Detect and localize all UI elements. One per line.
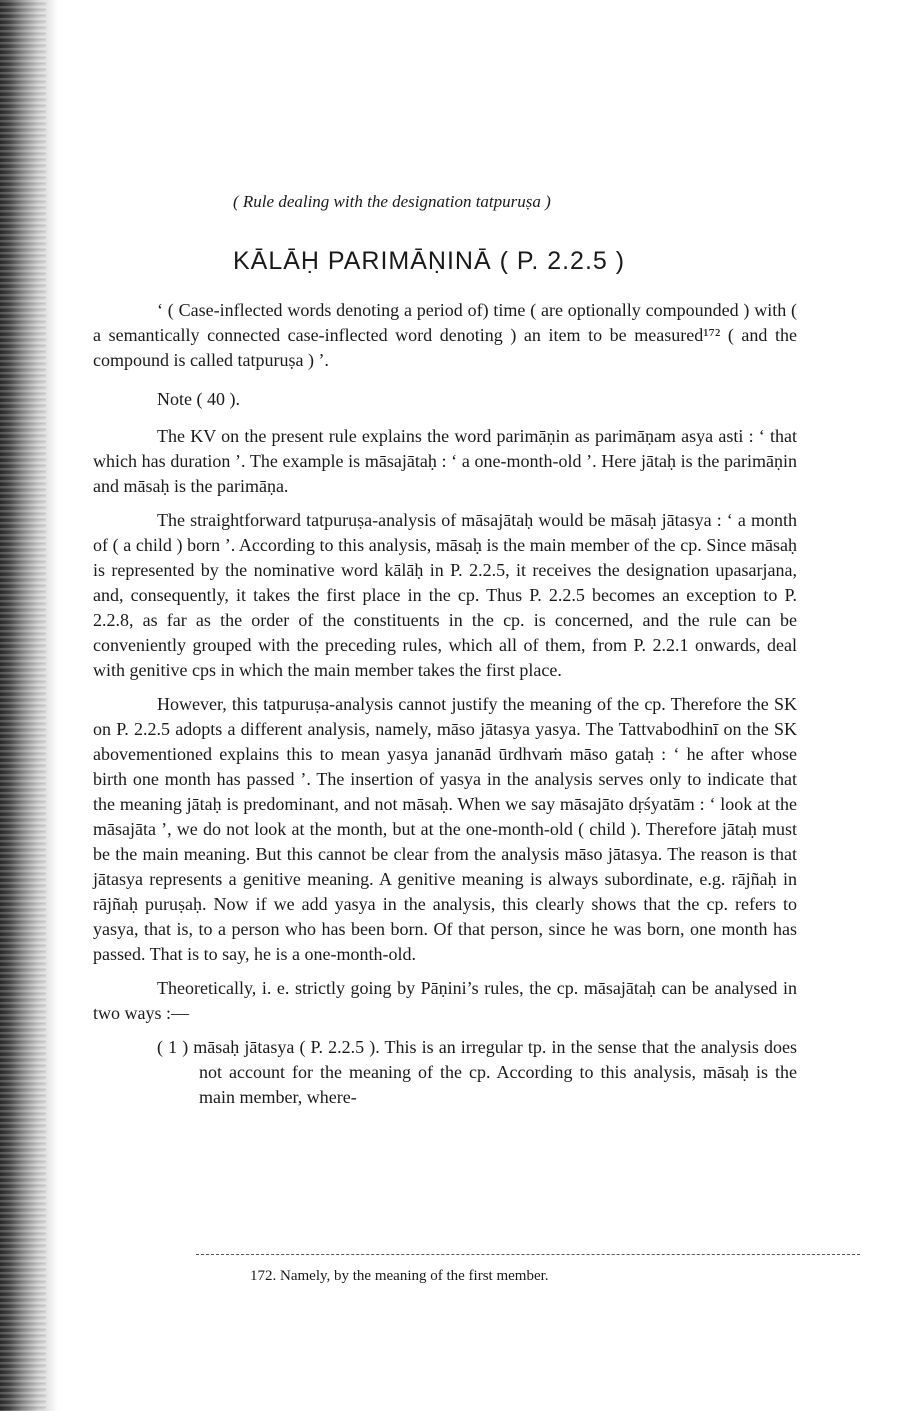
list-item-1: ( 1 ) māsaḥ jātasya ( P. 2.2.5 ). This is an irregular tp. in the sense that the analysis does not account for the meaning of the cp. According to this analysis, māsaḥ is the main member, where- <box>157 1037 797 1107</box>
paragraph-sk: However, this tatpuruṣa-analysis cannot justify the meaning of the cp. Therefore the SK on P. 2.2.5 adopts a different analysis, namely, māso jātasya yasya. The Tattvabodhinī on the SK abovementioned explains this to mean yasya jananād ūrdhvaṁ māso gataḥ : ‘ he after whose birth one month has passed ’. The insertion of yasya in the analysis serves only to indicate that the meaning jātaḥ is predominant, and not māsaḥ. When we say māsajāto dṛśyatām : ‘ look at the māsajāta ’, we do not look at the month, but at the one-month-old ( child ). Therefore jātaḥ must be the main meaning. But this cannot be clear from the analysis māso jātasya. The reason is that jātasya represents a genitive meaning. A genitive meaning is always subordinate, e.g. rājñaḥ in rājñaḥ puruṣaḥ. Now if we add yasya in the analysis, this clearly shows that the cp. refers to yasya, that is, to a person who has been born. Of that person, since he was born, one month has passed. That is to say, he is a one-month-old. <box>93 694 797 964</box>
note-heading: Note ( 40 ). <box>157 389 240 409</box>
page-binding-texture <box>0 0 46 1411</box>
body-text <box>93 298 797 1119</box>
rule-title: KĀLĀḤ PARIMĀṆINĀ ( P. 2.2.5 ) <box>233 247 626 275</box>
paragraph-theoretical: Theoretically, i. e. strictly going by Pāṇini’s rules, the cp. māsajātaḥ can be analysed in two ways :— <box>93 978 797 1023</box>
paragraph-kv: The KV on the present rule explains the word parimāṇin as parimāṇam asya asti : ‘ that which has duration ’. The example is māsajātaḥ : ‘ a one-month-old ’. Here jātaḥ is the parimāṇin and māsaḥ is the parimāṇa. <box>93 426 797 496</box>
footnote-172: 172. Namely, by the meaning of the first member. <box>250 1268 549 1284</box>
rule-translation: ‘ ( Case-inflected words denoting a period of) time ( are optionally compounded ) with ( a semantically connected case-inflected word denoting ) an item to be measured¹⁷² ( and the compound is called tatpuruṣa ) ’. <box>93 300 797 370</box>
paragraph-analysis: The straightforward tatpuruṣa-analysis of māsajātaḥ would be māsaḥ jātasya : ‘ a month of ( a child ) born ’. According to this analysis, māsaḥ is the main member of the cp. Since māsaḥ is represented by the nominative word kālāḥ in P. 2.2.5, it receives the designation upasarjana, and, consequently, it takes the first place in the cp. Thus P. 2.2.5 becomes an exception to P. 2.2.8, as far as the order of the constituents in the cp. is concerned, and the rule can be conveniently grouped with the preceding rules, which all of them, from P. 2.2.1 onwards, deal with genitive cps in which the main member takes the first place. <box>93 510 797 680</box>
rule-caption: ( Rule dealing with the designation tatpuruṣa ) <box>233 192 551 211</box>
footnote-divider <box>196 1254 860 1255</box>
